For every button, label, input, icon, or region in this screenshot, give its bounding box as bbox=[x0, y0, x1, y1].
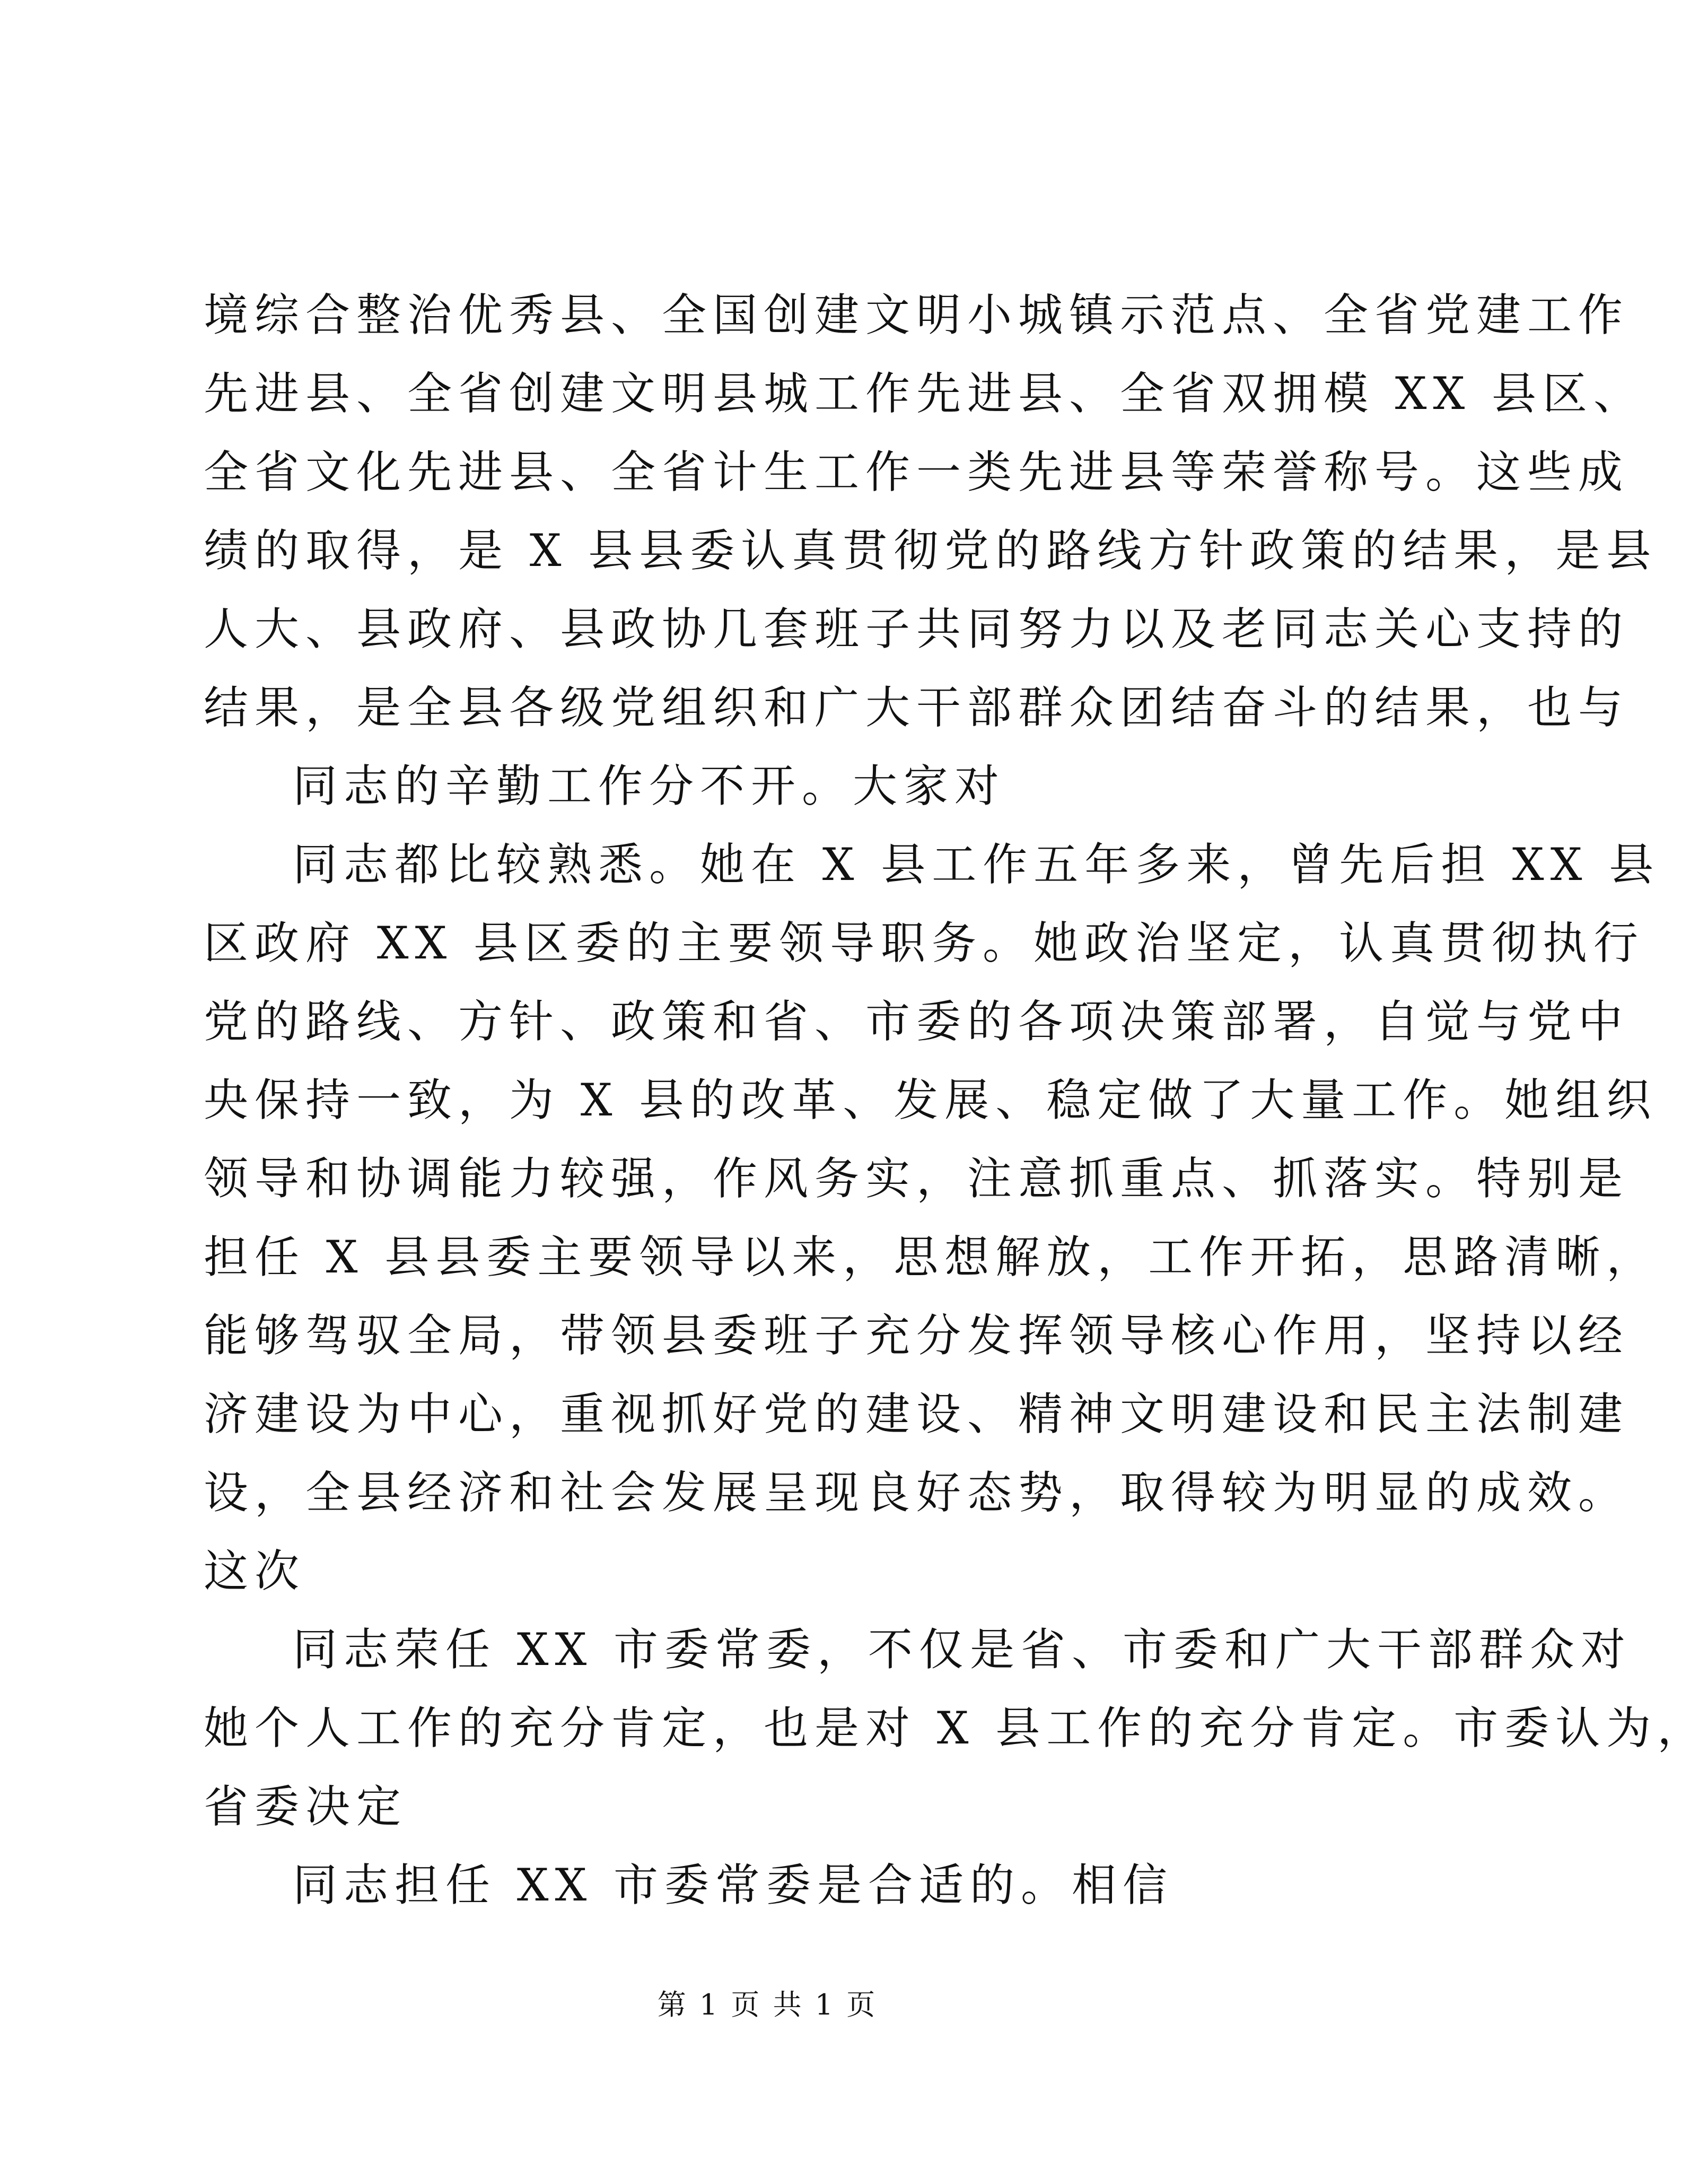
text-line: 先进县、全省创建文明县城工作先进县、全省双拥模 XX 县区、 bbox=[204, 368, 1645, 420]
text-line: 领导和协调能力较强，作风务实，注意抓重点、抓落实。特别是 bbox=[204, 1153, 1630, 1205]
text-line: 济建设为中心，重视抓好党的建设、精神文明建设和民主法制建 bbox=[204, 1388, 1630, 1440]
body-text bbox=[204, 276, 1708, 1924]
text-line: 境综合整治优秀县、全国创建文明小城镇示范点、全省党建工作 bbox=[204, 289, 1630, 341]
text-line: 设，全县经济和社会发展呈现良好态势，取得较为明显的成效。 bbox=[204, 1467, 1630, 1519]
text-line: 省委决定 bbox=[204, 1781, 408, 1833]
text-line: 央保持一致，为 X 县的改革、发展、稳定做了大量工作。她组织 bbox=[204, 1074, 1658, 1126]
text-line: 党的路线、方针、政策和省、市委的各项决策部署，自觉与党中 bbox=[204, 996, 1630, 1048]
text-line: 担任 X 县县委主要领导以来，思想解放，工作开拓，思路清晰， bbox=[204, 1231, 1658, 1283]
paragraph-start-line: 同志荣任 XX 市委常委，不仅是省、市委和广大干部群众对 bbox=[293, 1624, 1632, 1676]
text-line: 全省文化先进县、全省计生工作一类先进县等荣誉称号。这些成 bbox=[204, 446, 1630, 498]
text-line: 能够驾驭全局，带领县委班子充分发挥领导核心作用，坚持以经 bbox=[204, 1310, 1630, 1362]
text-line: 人大、县政府、县政协几套班子共同努力以及老同志关心支持的 bbox=[204, 603, 1630, 655]
paragraph-start-line: 同志担任 XX 市委常委是合适的。相信 bbox=[293, 1859, 1174, 1911]
page-number-footer: 第 1 页 共 1 页 bbox=[657, 1988, 878, 2021]
text-line: 绩的取得，是 X 县县委认真贯彻党的路线方针政策的结果，是县 bbox=[204, 525, 1658, 577]
text-line: 这次 bbox=[204, 1545, 306, 1597]
text-line: 她个人工作的充分肯定，也是对 X 县工作的充分肯定。市委认为， bbox=[204, 1702, 1708, 1754]
paragraph-start-line: 同志的辛勤工作分不开。大家对 bbox=[293, 760, 1006, 812]
text-line: 区政府 XX 县区委的主要领导职务。她政治坚定，认真贯彻执行 bbox=[204, 917, 1645, 969]
text-line: 结果，是全县各级党组织和广大干部群众团结奋斗的结果，也与 bbox=[204, 682, 1630, 734]
paragraph-start-line: 同志都比较熟悉。她在 X 县工作五年多来，曾先后担 XX 县 bbox=[293, 839, 1660, 891]
